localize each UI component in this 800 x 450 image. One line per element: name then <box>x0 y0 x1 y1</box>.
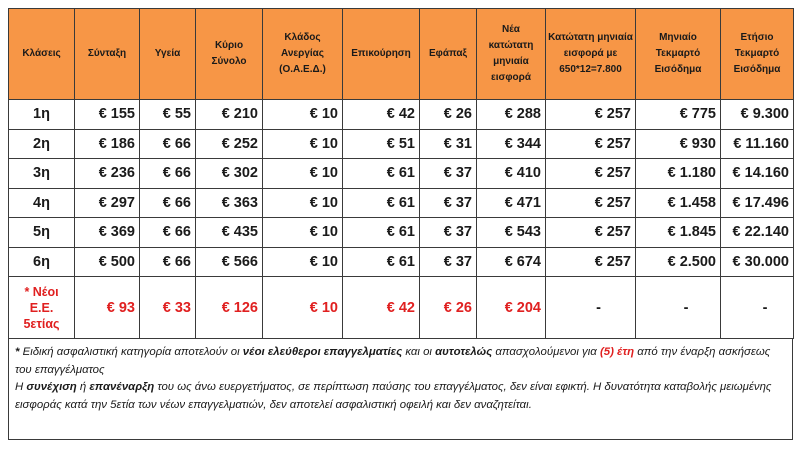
footnote-text: και οι <box>402 346 436 358</box>
footnote-text: απασχολούμενοι για <box>492 346 600 358</box>
table-row <box>9 159 794 189</box>
table-cell: € 61 <box>343 247 420 277</box>
class-label-cell: 2η <box>9 129 75 159</box>
table-cell: € 14.160 <box>721 159 794 189</box>
table-cell: € 257 <box>546 129 636 159</box>
footnote-box <box>8 339 793 440</box>
table-cell: - <box>636 277 721 339</box>
table-cell: € 42 <box>343 277 420 339</box>
table-cell: € 55 <box>140 100 196 130</box>
class-label-cell: 3η <box>9 159 75 189</box>
class-label-cell: * Νέοι Ε.Ε. 5ετίας <box>9 277 75 339</box>
table-cell: € 257 <box>546 100 636 130</box>
contribution-rates-table <box>8 8 794 339</box>
table-cell: € 302 <box>196 159 263 189</box>
table-cell: € 471 <box>477 188 546 218</box>
table-cell: € 1.845 <box>636 218 721 248</box>
footnote-text: Η <box>15 381 27 393</box>
table-body <box>9 100 794 339</box>
table-cell: € 435 <box>196 218 263 248</box>
footnote-bold-new-professionals: νέοι ελεύθεροι επαγγελματίες <box>242 346 403 358</box>
table-cell: - <box>721 277 794 339</box>
table-cell: € 297 <box>75 188 140 218</box>
table-cell: € 10 <box>263 247 343 277</box>
footnote-text: του ως άνω ευεργετήματος, σε περίπτωση παύσης του επαγγέλματος, δεν είναι εφικτή. Η δυνατότητα καταβολής μειωμένης εισφοράς κατά την 5ετία των νέων επαγγελματιών, δεν αποτελεί ασφαλιστική οφειλή και δεν αναζητείται. <box>15 381 772 411</box>
table-cell: € 775 <box>636 100 721 130</box>
table-cell: € 2.500 <box>636 247 721 277</box>
table-cell: € 10 <box>263 129 343 159</box>
table-cell: € 37 <box>420 188 477 218</box>
table-cell: € 11.160 <box>721 129 794 159</box>
footnote-star: * <box>15 346 20 358</box>
table-cell: € 66 <box>140 188 196 218</box>
table-row <box>9 247 794 277</box>
table-cell: € 10 <box>263 188 343 218</box>
column-header: Σύνταξη <box>75 9 140 100</box>
class-label-cell: 1η <box>9 100 75 130</box>
table-row <box>9 188 794 218</box>
column-header: Κλάδος Ανεργίας (Ο.Α.Ε.Δ.) <box>263 9 343 100</box>
column-header: Εφάπαξ <box>420 9 477 100</box>
table-cell: € 42 <box>343 100 420 130</box>
class-label-cell: 5η <box>9 218 75 248</box>
table-cell: € 410 <box>477 159 546 189</box>
table-cell: € 37 <box>420 159 477 189</box>
table-cell: € 543 <box>477 218 546 248</box>
footnote-bold-self-employed: αυτοτελώς <box>435 346 493 358</box>
table-cell: € 126 <box>196 277 263 339</box>
table-cell: € 257 <box>546 218 636 248</box>
table-cell: € 61 <box>343 218 420 248</box>
table-cell: € 1.180 <box>636 159 721 189</box>
table-cell: € 37 <box>420 218 477 248</box>
table-cell: € 66 <box>140 218 196 248</box>
table-header-row <box>9 9 794 100</box>
column-header: Κατώτατη μηνιαία εισφορά με 650*12=7.800 <box>546 9 636 100</box>
table-cell: € 1.458 <box>636 188 721 218</box>
column-header: Κλάσεις <box>9 9 75 100</box>
table-cell: € 369 <box>75 218 140 248</box>
table-cell: € 37 <box>420 247 477 277</box>
contribution-table-panel <box>8 8 793 440</box>
table-cell: € 10 <box>263 218 343 248</box>
footnote-years-highlight: (5) έτη <box>599 346 635 358</box>
table-cell: € 930 <box>636 129 721 159</box>
table-cell: € 566 <box>196 247 263 277</box>
footnote-text: από την έναρξη ασκήσεως του επαγγέλματος <box>15 346 771 376</box>
table-cell: € 257 <box>546 159 636 189</box>
column-header: Νέα κατώτατη μηνιαία εισφορά <box>477 9 546 100</box>
table-cell: € 10 <box>263 100 343 130</box>
table-row <box>9 218 794 248</box>
column-header: Μηνιαίο Τεκμαρτό Εισόδημα <box>636 9 721 100</box>
table-cell: € 51 <box>343 129 420 159</box>
table-cell: € 10 <box>263 277 343 339</box>
new-professionals-row <box>9 277 794 339</box>
table-cell: € 26 <box>420 277 477 339</box>
table-cell: € 500 <box>75 247 140 277</box>
table-cell: € 61 <box>343 188 420 218</box>
table-cell: € 22.140 <box>721 218 794 248</box>
table-cell: € 93 <box>75 277 140 339</box>
table-cell: € 186 <box>75 129 140 159</box>
table-row <box>9 100 794 130</box>
table-cell: € 204 <box>477 277 546 339</box>
column-header: Επικούρηση <box>343 9 420 100</box>
table-cell: € 210 <box>196 100 263 130</box>
footnote-line-1 <box>15 344 786 379</box>
table-cell: € 288 <box>477 100 546 130</box>
class-label-cell: 4η <box>9 188 75 218</box>
footnote-line-2 <box>15 379 786 414</box>
footnote-text: Ειδική ασφαλιστική κατηγορία αποτελούν οι <box>19 346 243 358</box>
table-cell: € 66 <box>140 247 196 277</box>
table-cell: € 61 <box>343 159 420 189</box>
footnote-text: ή <box>76 381 90 393</box>
footnote-bold-continuation: συνέχιση <box>26 381 77 393</box>
table-cell: € 17.496 <box>721 188 794 218</box>
table-cell: € 257 <box>546 247 636 277</box>
table-cell: € 674 <box>477 247 546 277</box>
table-cell: € 66 <box>140 159 196 189</box>
table-cell: € 26 <box>420 100 477 130</box>
table-cell: € 31 <box>420 129 477 159</box>
column-header: Υγεία <box>140 9 196 100</box>
table-cell: € 252 <box>196 129 263 159</box>
table-cell: € 10 <box>263 159 343 189</box>
table-cell: € 66 <box>140 129 196 159</box>
table-cell: € 363 <box>196 188 263 218</box>
class-label-cell: 6η <box>9 247 75 277</box>
table-cell: € 9.300 <box>721 100 794 130</box>
table-cell: € 257 <box>546 188 636 218</box>
table-cell: € 344 <box>477 129 546 159</box>
table-cell: € 155 <box>75 100 140 130</box>
table-cell: € 33 <box>140 277 196 339</box>
table-cell: € 30.000 <box>721 247 794 277</box>
column-header: Κύριο Σύνολο <box>196 9 263 100</box>
table-row <box>9 129 794 159</box>
table-cell: - <box>546 277 636 339</box>
table-cell: € 236 <box>75 159 140 189</box>
column-header: Ετήσιο Τεκμαρτό Εισόδημα <box>721 9 794 100</box>
footnote-bold-restart: επανέναρξη <box>89 381 155 393</box>
